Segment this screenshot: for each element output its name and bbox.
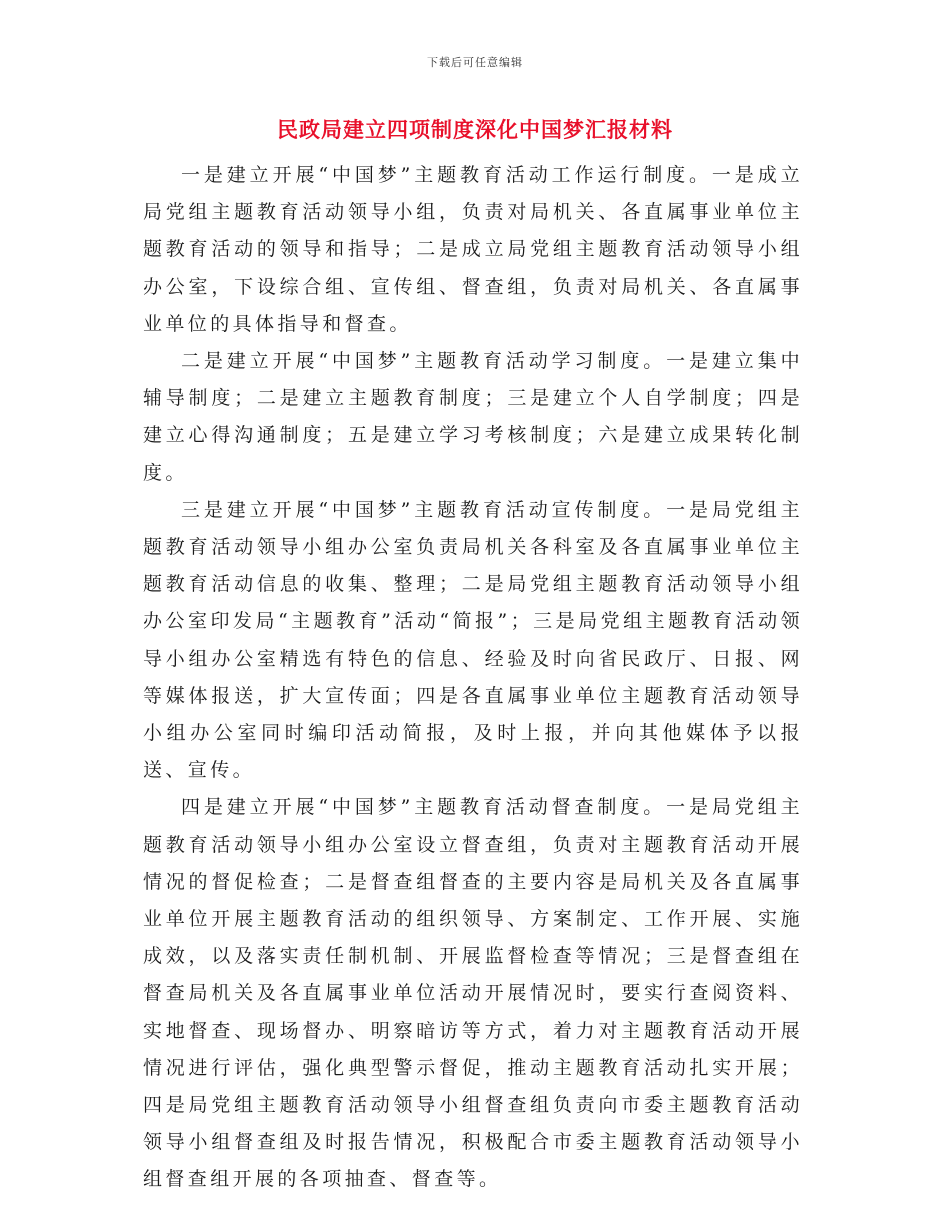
document-body xyxy=(143,157,803,1199)
header-note: 下载后可任意编辑 xyxy=(427,56,523,69)
paragraph-3: 三是建立开展“中国梦”主题教育活动宣传制度。一是局党组主题教育活动领导小组办公室负责局机关各科室及各直属事业单位主题教育活动信息的收集、整理；二是局党组主题教育活动领导小组办公室印发局“主题教育”活动“简报”；三是局党组主题教育活动领导小组办公室精选有特色的信息、经验及时向省民政厅、日报、网等媒体报送，扩大宣传面；四是各直属事业单位主题教育活动领导小组办公室同时编印活动简报，及时上报，并向其他媒体予以报送、宣传。 xyxy=(143,498,803,782)
paragraph-4: 四是建立开展“中国梦”主题教育活动督查制度。一是局党组主题教育活动领导小组办公室设立督查组，负责对主题教育活动开展情况的督促检查；二是督查组督查的主要内容是局机关及各直属事业单位开展主题教育活动的组织领导、方案制定、工作开展、实施成效，以及落实责任制机制、开展监督检查等情况；三是督查组在督查局机关及各直属事业单位活动开展情况时，要实行查阅资料、实地督查、现场督办、明察暗访等方式，着力对主题教育活动开展情况进行评估，强化典型警示督促，推动主题教育活动扎实开展；四是局党组主题教育活动领导小组督查组负责向市委主题教育活动领导小组督查组及时报告情况，积极配合市委主题教育活动领导小组督查组开展的各项抽查、督查等。 xyxy=(143,796,803,1191)
paragraph-2: 二是建立开展“中国梦”主题教育活动学习制度。一是建立集中辅导制度；二是建立主题教育制度；三是建立个人自学制度；四是建立心得沟通制度；五是建立学习考核制度；六是建立成果转化制度。 xyxy=(143,350,803,484)
paragraph-1: 一是建立开展“中国梦”主题教育活动工作运行制度。一是成立局党组主题教育活动领导小组，负责对局机关、各直属事业单位主题教育活动的领导和指导；二是成立局党组主题教育活动领导小组办公室，下设综合组、宣传组、督查组，负责对局机关、各直属事业单位的具体指导和督查。 xyxy=(143,164,803,335)
document-title: 民政局建立四项制度深化中国梦汇报材料 xyxy=(277,117,673,142)
